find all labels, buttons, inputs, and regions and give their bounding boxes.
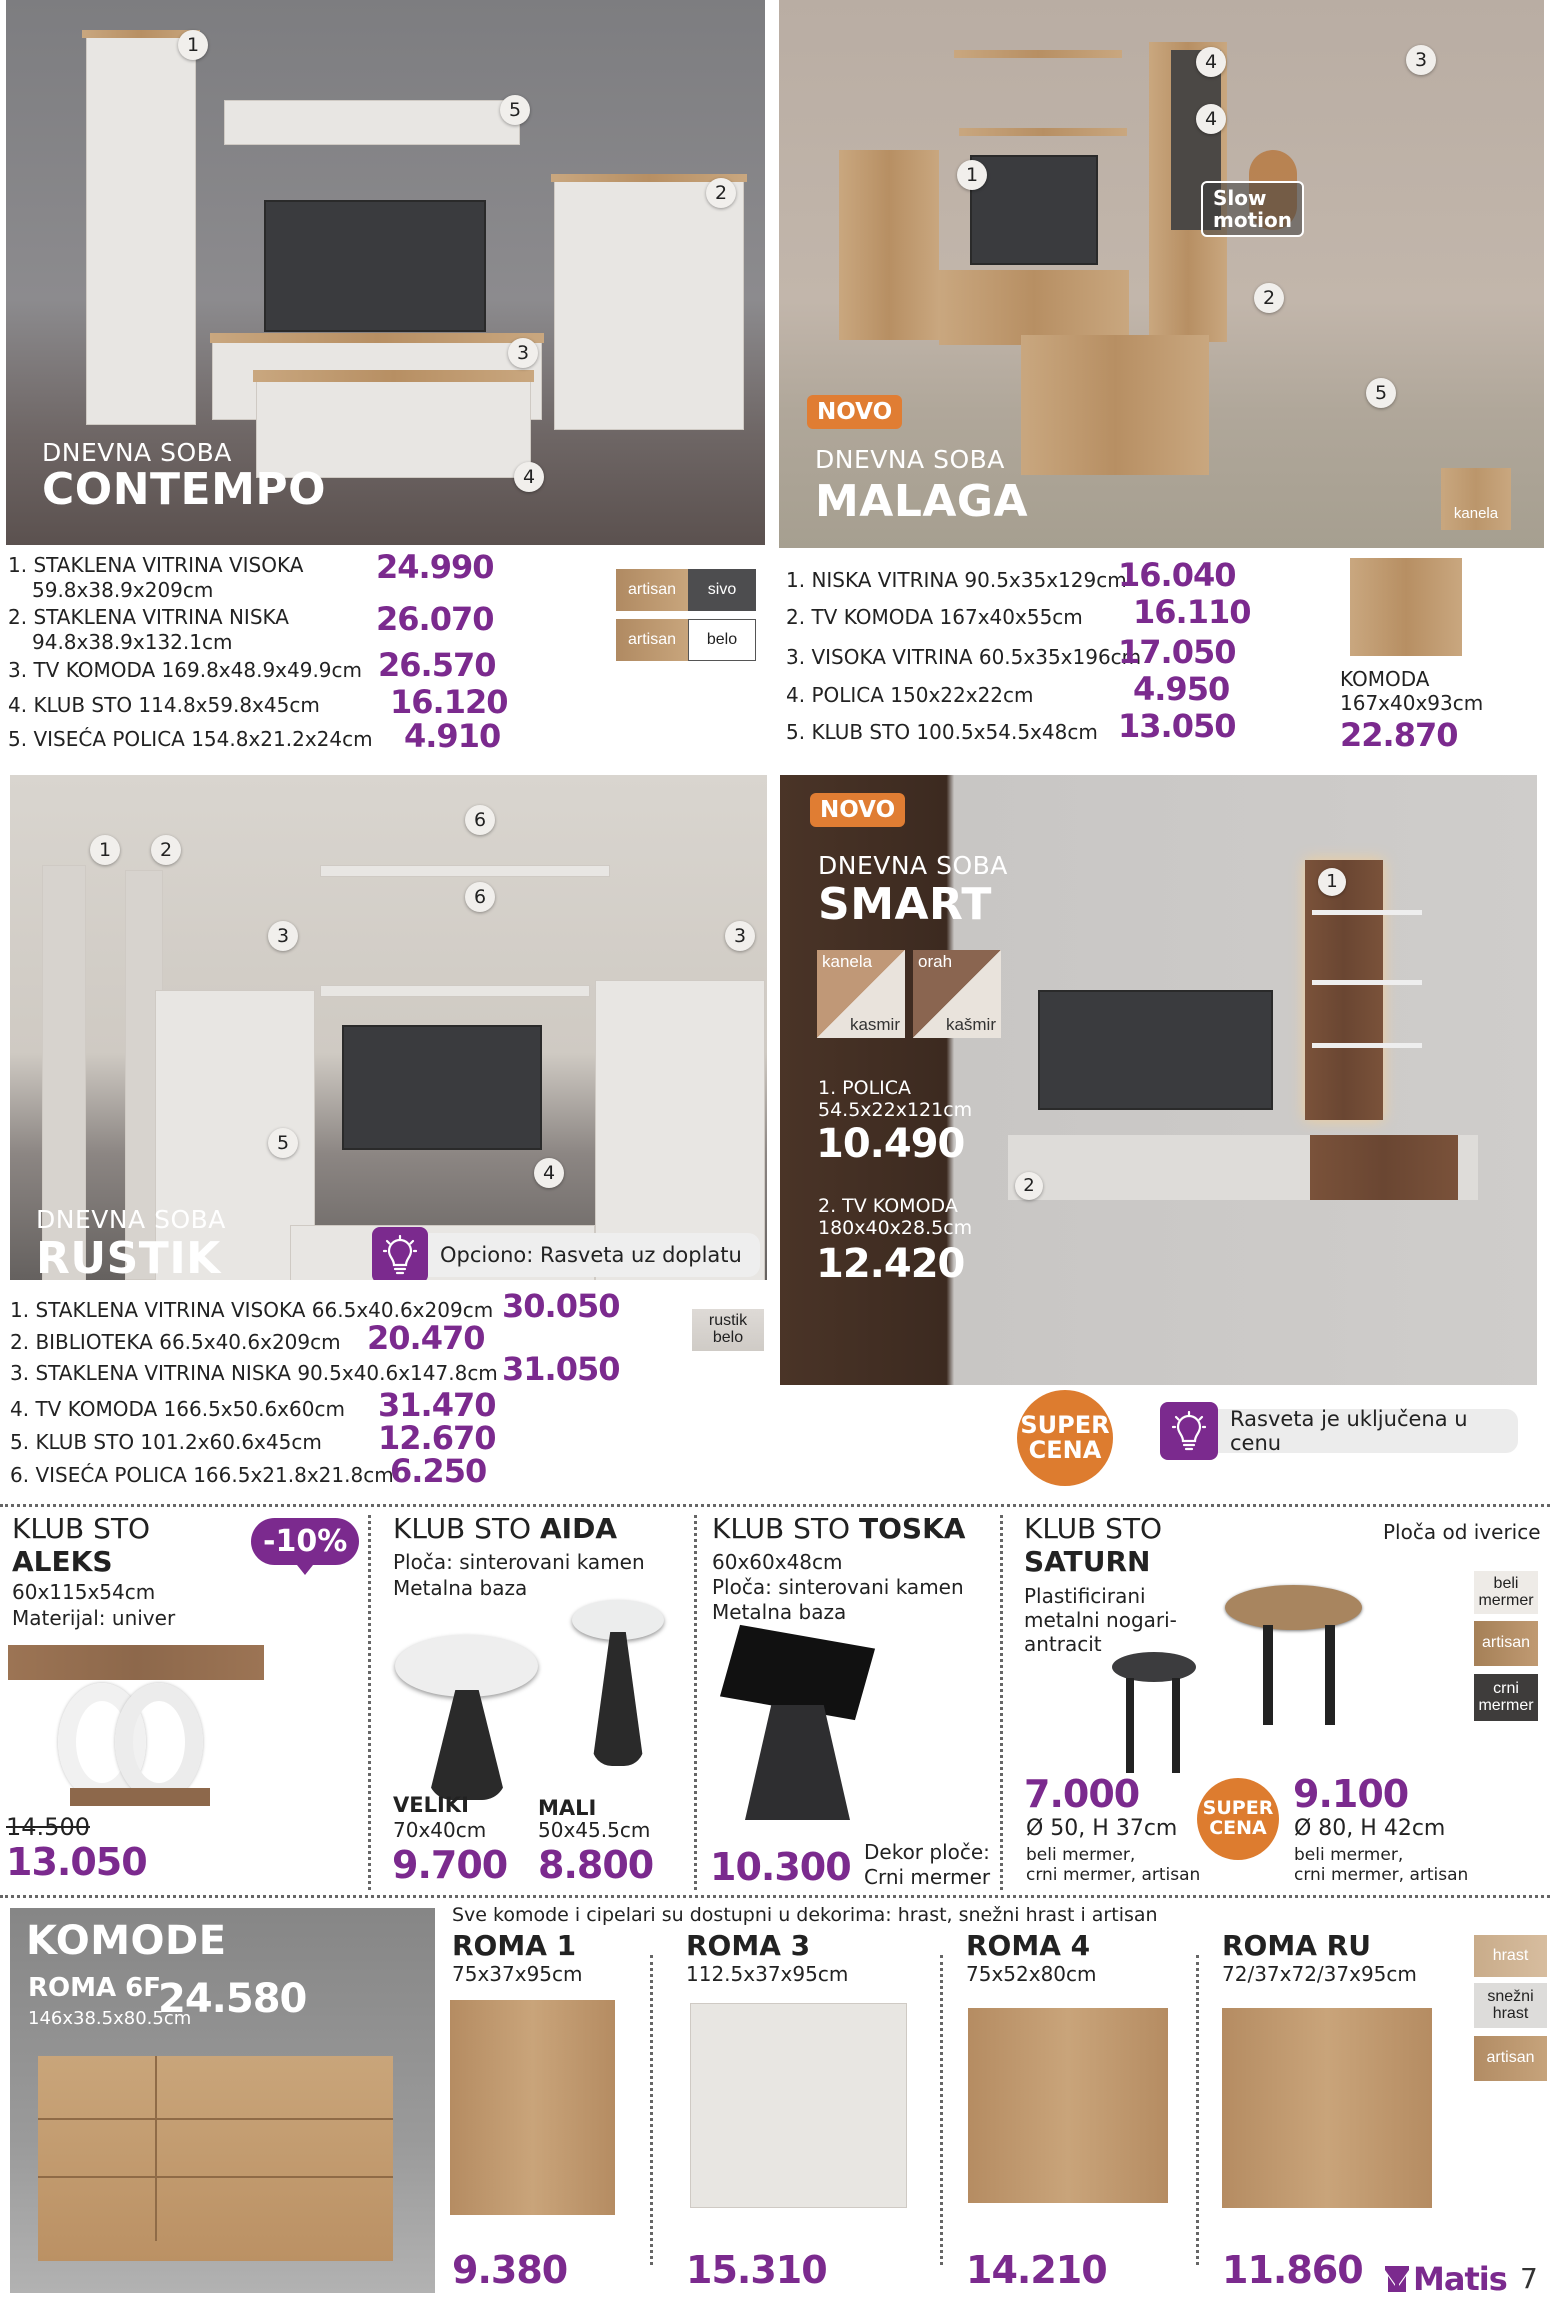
rustik-item-4-price: 31.470	[378, 1386, 496, 1424]
roma-6f-price: 24.580	[158, 1976, 307, 2022]
saturn-variant-2-decor2: crni mermer, artisan	[1294, 1865, 1469, 1885]
item-badge-4: 4	[1196, 104, 1226, 134]
shelf-shape	[1312, 1043, 1422, 1048]
swatch-line: beli	[1493, 1574, 1519, 1592]
rustik-item-4: 4. TV KOMODA 166.5x50.6x60cm	[10, 1397, 345, 1421]
saturn-small-top	[1112, 1652, 1196, 1682]
swatch-line: belo	[712, 1329, 744, 1346]
roma-1-dims: 75x37x95cm	[452, 1962, 583, 1986]
item-badge-1: 1	[178, 30, 208, 60]
toska-title	[712, 1512, 965, 1545]
matis-brand: Matis	[1413, 2260, 1507, 2298]
item-badge-4: 4	[514, 462, 544, 492]
swatch-line: snežni	[1487, 1987, 1534, 2005]
roma-4-image	[968, 2008, 1168, 2203]
shelf-shape	[959, 128, 1127, 136]
column-divider	[1000, 1515, 1003, 1890]
malaga-item-5-price: 13.050	[1118, 707, 1236, 745]
lighting-note-text: Rasveta je uključena u cenu	[1218, 1409, 1518, 1453]
section-divider	[0, 1504, 1550, 1507]
novo-badge: NOVO	[807, 395, 902, 429]
aleks-dims: 60x115x54cm	[12, 1580, 156, 1604]
page-number: 7	[1520, 2262, 1538, 2295]
slow-motion-line1: Slow	[1213, 186, 1267, 210]
item-badge-5: 5	[268, 1128, 298, 1158]
slow-motion-badge	[1201, 181, 1304, 237]
shelf-shape	[320, 865, 610, 877]
komode-title: KOMODE	[26, 1918, 227, 1964]
malaga-subtitle: DNEVNA SOBA	[815, 445, 1005, 474]
rustik-item-1-price: 30.050	[502, 1287, 620, 1325]
rustik-lighting-note	[372, 1227, 760, 1280]
rustik-photo	[10, 775, 767, 1280]
swatch-artisan: artisan	[616, 569, 688, 611]
smart-item-1-dims: 54.5x22x121cm	[818, 1099, 973, 1121]
saturn-title-light: KLUB STO	[1024, 1512, 1163, 1545]
swatch-snezni-hrast	[1474, 1983, 1547, 2028]
contempo-item-5-price: 4.910	[404, 717, 501, 755]
swatch-line: mermer	[1478, 1591, 1534, 1609]
toska-title-light: KLUB STO	[712, 1512, 859, 1545]
tv-unit-top	[210, 333, 544, 343]
saturn-large-top	[1225, 1585, 1362, 1630]
super-cena-line1: SUPER	[1202, 1797, 1274, 1820]
tall-vitrine-shape	[86, 35, 196, 425]
smart-item-2-price: 12.420	[816, 1241, 965, 1287]
roma-6f-shape	[38, 2056, 393, 2261]
tv-shape	[264, 200, 486, 332]
super-cena-line1: SUPER	[1020, 1410, 1110, 1439]
smart-title: SMART	[818, 879, 992, 930]
komoda-dims: 167x40x93cm	[1340, 691, 1484, 715]
smart-item-2-dims: 180x40x28.5cm	[818, 1217, 973, 1239]
coffee-table-shape	[1021, 335, 1209, 475]
swatch-top-label: kanela	[822, 952, 873, 971]
roma-3-image	[690, 2003, 907, 2208]
saturn-leg	[1126, 1678, 1134, 1773]
column-divider	[694, 1515, 697, 1890]
contempo-item-1-dims: 59.8x38.9x209cm	[32, 578, 214, 602]
aida-variant-1-price: 9.700	[392, 1843, 508, 1887]
swatch-belo: belo	[688, 619, 756, 661]
lighting-note-text: Opciono: Rasveta uz doplatu	[428, 1233, 760, 1277]
smart-subtitle: DNEVNA SOBA	[818, 851, 1008, 880]
shelf-shape	[1312, 910, 1422, 915]
saturn-title-bold: SATURN	[1024, 1545, 1151, 1578]
aleks-material: Materijal: univer	[12, 1606, 176, 1630]
komoda-price: 22.870	[1340, 716, 1458, 754]
tv-shape	[342, 1025, 542, 1150]
roma-4-dims: 75x52x80cm	[966, 1962, 1097, 1986]
shelf-shape	[224, 100, 520, 145]
malaga-item-3: 3. VISOKA VITRINA 60.5x35x196cm	[786, 645, 1142, 669]
aleks-ring-leg	[115, 1683, 203, 1801]
matis-logo-icon	[1385, 2266, 1409, 2292]
aida-line1: Ploča: sinterovani kamen	[393, 1550, 645, 1574]
rustik-title: RUSTIK	[36, 1233, 221, 1280]
drawer-line	[155, 2056, 157, 2241]
tv-shape	[970, 155, 1098, 265]
shelf-shape	[1312, 980, 1422, 985]
malaga-item-5: 5. KLUB STO 100.5x54.5x48cm	[786, 720, 1098, 744]
coffee-table-top	[253, 370, 534, 382]
roma-ru-name: ROMA RU	[1222, 1929, 1371, 1962]
aida-title-light: KLUB STO	[393, 1512, 540, 1545]
aleks-title-bold: ALEKS	[12, 1545, 113, 1578]
saturn-variant-1-dims: Ø 50, H 37cm	[1026, 1816, 1178, 1841]
contempo-item-1: 1. STAKLENA VITRINA VISOKA	[8, 553, 304, 577]
swatch-bottom-label: kasmir	[849, 1015, 900, 1034]
contempo-item-3-price: 26.570	[378, 646, 496, 684]
toska-decor-value: Crni mermer	[864, 1865, 991, 1889]
section-divider	[0, 1895, 1550, 1898]
saturn-variant-2-price: 9.100	[1293, 1772, 1409, 1816]
malaga-item-4: 4. POLICA 150x22x22cm	[786, 683, 1034, 707]
saturn-desc-2: metalni nogari-	[1024, 1608, 1177, 1632]
contempo-photo	[6, 0, 765, 545]
item-badge-3: 3	[1406, 45, 1436, 75]
coffee-table-shape	[256, 378, 531, 478]
discount-badge: -10%	[251, 1518, 359, 1565]
aleks-table-base	[70, 1788, 210, 1806]
roma-3-dims: 112.5x37x95cm	[686, 1962, 849, 1986]
aleks-price: 13.050	[6, 1840, 147, 1884]
item-badge-5: 5	[1366, 378, 1396, 408]
saturn-variant-1-decor2: crni mermer, artisan	[1026, 1865, 1201, 1885]
contempo-item-4: 4. KLUB STO 114.8x59.8x45cm	[8, 693, 320, 717]
swatch-artisan: artisan	[1474, 2036, 1547, 2081]
aida-variant-2-price: 8.800	[538, 1843, 654, 1887]
item-badge-1: 1	[1318, 868, 1346, 896]
aida-title	[393, 1512, 617, 1545]
column-divider	[368, 1515, 371, 1890]
contempo-title: CONTEMPO	[42, 464, 327, 515]
swatch-crni-mermer	[1474, 1674, 1538, 1721]
column-divider	[1196, 1955, 1199, 2265]
tv-komoda-wood	[1310, 1135, 1458, 1200]
matis-logo	[1385, 2260, 1507, 2298]
komode-availability-note: Sve komode i cipelari su dostupni u dekorima: hrast, snežni hrast i artisan	[452, 1904, 1158, 1926]
roma-6f-dims: 146x38.5x80.5cm	[28, 2008, 192, 2029]
swatch-kanela-kasmir	[817, 950, 905, 1038]
toska-line1: Ploča: sinterovani kamen	[712, 1575, 964, 1599]
column-divider	[940, 1955, 943, 2265]
item-badge-2: 2	[706, 178, 736, 208]
roma-1-price: 9.380	[452, 2248, 568, 2292]
swatch-orah-kasmir	[913, 950, 1001, 1038]
roma-3-name: ROMA 3	[686, 1929, 811, 1962]
komoda-image	[1350, 558, 1462, 656]
malaga-item-2-price: 16.110	[1133, 593, 1251, 631]
swatch-artisan: artisan	[1474, 1621, 1538, 1666]
item-badge-6: 6	[465, 805, 495, 835]
toska-table-base	[745, 1705, 850, 1820]
drawer-line	[38, 2176, 393, 2178]
rustik-item-5-price: 12.670	[378, 1419, 496, 1457]
rustik-item-3: 3. STAKLENA VITRINA NISKA 90.5x40.6x147.8cm	[10, 1361, 498, 1385]
tv-shape	[1038, 990, 1273, 1110]
aleks-old-price: 14.500	[6, 1813, 90, 1841]
roma-ru-image	[1222, 2008, 1432, 2208]
shelf-shape	[954, 50, 1122, 58]
super-cena-line2: CENA	[1209, 1817, 1267, 1839]
item-badge-6: 6	[465, 882, 495, 912]
low-vitrine-shape	[554, 180, 744, 430]
toska-line2: Metalna baza	[712, 1600, 847, 1624]
aleks-table-top	[8, 1645, 264, 1680]
contempo-item-5: 5. VISEĆA POLICA 154.8x21.2x24cm	[8, 727, 373, 751]
rustik-item-2-price: 20.470	[367, 1319, 485, 1357]
item-badge-3: 3	[508, 338, 538, 368]
item-badge-3: 3	[268, 921, 298, 951]
roma-4-price: 14.210	[966, 2248, 1107, 2292]
aida-variant-2-dims: 50x45.5cm	[538, 1818, 651, 1842]
malaga-item-1: 1. NISKA VITRINA 90.5x35x129cm	[786, 568, 1127, 592]
swatch-bottom-label: kašmir	[945, 1015, 996, 1034]
toska-dims: 60x60x48cm	[712, 1550, 843, 1574]
item-badge-4: 4	[1196, 47, 1226, 77]
swatch-rustik-belo	[692, 1309, 764, 1351]
malaga-item-2: 2. TV KOMODA 167x40x55cm	[786, 605, 1083, 629]
item-badge-2: 2	[1015, 1172, 1043, 1200]
shelf-shape	[320, 985, 590, 997]
contempo-subtitle: DNEVNA SOBA	[42, 438, 232, 467]
saturn-variant-2-dims: Ø 80, H 42cm	[1294, 1816, 1446, 1841]
toska-title-bold: TOSKA	[859, 1512, 966, 1545]
roma-3-price: 15.310	[686, 2248, 827, 2292]
malaga-item-3-price: 17.050	[1118, 633, 1236, 671]
malaga-item-1-price: 16.040	[1118, 556, 1236, 594]
saturn-note: Ploča od iverice	[1383, 1520, 1541, 1544]
smart-photo	[780, 775, 1537, 1385]
roma-1-name: ROMA 1	[452, 1929, 577, 1962]
rustik-item-5: 5. KLUB STO 101.2x60.6x45cm	[10, 1430, 322, 1454]
saturn-variant-2-decor1: beli mermer,	[1294, 1845, 1404, 1865]
saturn-leg	[1325, 1625, 1335, 1725]
smart-item-1: 1. POLICA	[818, 1077, 912, 1099]
smart-item-1-price: 10.490	[816, 1121, 965, 1167]
smart-item-2: 2. TV KOMODA	[818, 1195, 958, 1217]
roma-1-image	[450, 2000, 615, 2215]
contempo-item-2-price: 26.070	[376, 600, 494, 638]
rustik-item-1: 1. STAKLENA VITRINA VISOKA 66.5x40.6x209cm	[10, 1298, 494, 1322]
komoda-name: KOMODA	[1340, 667, 1430, 691]
item-badge-4: 4	[534, 1158, 564, 1188]
rustik-item-6: 6. VISEĆA POLICA 166.5x21.8x21.8cm	[10, 1463, 394, 1487]
saturn-variant-1-decor1: beli mermer,	[1026, 1845, 1136, 1865]
novo-badge: NOVO	[810, 793, 905, 827]
aida-variant-1-name: VELIKI	[393, 1793, 469, 1817]
lightbulb-icon	[372, 1227, 428, 1280]
saturn-leg	[1263, 1625, 1273, 1725]
swatch-top-label: orah	[918, 952, 953, 971]
rustik-subtitle: DNEVNA SOBA	[36, 1205, 226, 1234]
aida-small-base	[592, 1632, 644, 1766]
item-badge-1: 1	[957, 160, 987, 190]
item-badge-1: 1	[90, 835, 120, 865]
roma-4-name: ROMA 4	[966, 1929, 1091, 1962]
contempo-item-2-dims: 94.8x38.9x132.1cm	[32, 630, 233, 654]
malaga-photo	[779, 0, 1544, 548]
swatch-artisan: artisan	[616, 619, 688, 661]
saturn-desc-3: antracit	[1024, 1632, 1102, 1656]
malaga-title: MALAGA	[815, 476, 1029, 527]
roma-ru-price: 11.860	[1222, 2248, 1363, 2292]
rustik-item-2: 2. BIBLIOTEKA 66.5x40.6x209cm	[10, 1330, 341, 1354]
saturn-desc-1: Plastificirani	[1024, 1584, 1146, 1608]
lightbulb-icon	[1160, 1402, 1218, 1460]
contempo-item-2: 2. STAKLENA VITRINA NISKA	[8, 605, 289, 629]
item-badge-2: 2	[151, 835, 181, 865]
toska-decor-label: Dekor ploče:	[864, 1840, 990, 1864]
super-cena-badge	[1017, 1390, 1113, 1486]
contempo-item-1-price: 24.990	[376, 548, 494, 586]
swatch-sivo: sivo	[688, 569, 756, 611]
column-divider	[650, 1955, 653, 2265]
aleks-title-light: KLUB STO	[12, 1512, 151, 1545]
swatch-beli-mermer	[1474, 1571, 1538, 1614]
contempo-item-3: 3. TV KOMODA 169.8x48.9x49.9cm	[8, 658, 363, 682]
tv-unit-shape	[939, 270, 1129, 345]
toska-price: 10.300	[710, 1845, 851, 1889]
super-cena-badge	[1197, 1778, 1279, 1860]
contempo-item-4-price: 16.120	[390, 683, 508, 721]
malaga-item-4-price: 4.950	[1133, 670, 1230, 708]
roma-6f-name: ROMA 6F	[28, 1973, 162, 2003]
super-cena-line2: CENA	[1028, 1436, 1102, 1464]
swatch-hrast: hrast	[1474, 1935, 1547, 1977]
slow-motion-line2: motion	[1213, 208, 1292, 232]
saturn-leg	[1172, 1678, 1180, 1773]
rustik-item-6-price: 6.250	[390, 1452, 487, 1490]
item-badge-2: 2	[1254, 283, 1284, 313]
aida-line2: Metalna baza	[393, 1576, 528, 1600]
item-badge-5: 5	[500, 95, 530, 125]
smart-lighting-note	[1160, 1402, 1518, 1460]
item-badge-3: 3	[725, 921, 755, 951]
rustik-item-3-price: 31.050	[502, 1350, 620, 1388]
roma-ru-dims: 72/37x72/37x95cm	[1222, 1962, 1417, 1986]
aida-large-base	[428, 1690, 506, 1800]
aida-title-bold: AIDA	[540, 1512, 617, 1545]
drawer-line	[38, 2118, 393, 2120]
aida-variant-1-dims: 70x40cm	[393, 1818, 487, 1842]
swatch-line: mermer	[1478, 1696, 1534, 1714]
aida-large-top	[395, 1635, 538, 1697]
swatch-kanela: kanela	[1441, 468, 1511, 530]
swatch-line: rustik	[708, 1312, 748, 1330]
swatch-line: hrast	[1492, 2004, 1529, 2022]
saturn-variant-1-price: 7.000	[1024, 1772, 1140, 1816]
aida-variant-2-name: MALI	[538, 1796, 597, 1820]
shelf-panel-shape	[1305, 860, 1383, 1120]
komode-photo	[10, 1908, 435, 2293]
low-vitrine-shape	[839, 150, 939, 340]
swatch-line: crni	[1493, 1679, 1519, 1697]
